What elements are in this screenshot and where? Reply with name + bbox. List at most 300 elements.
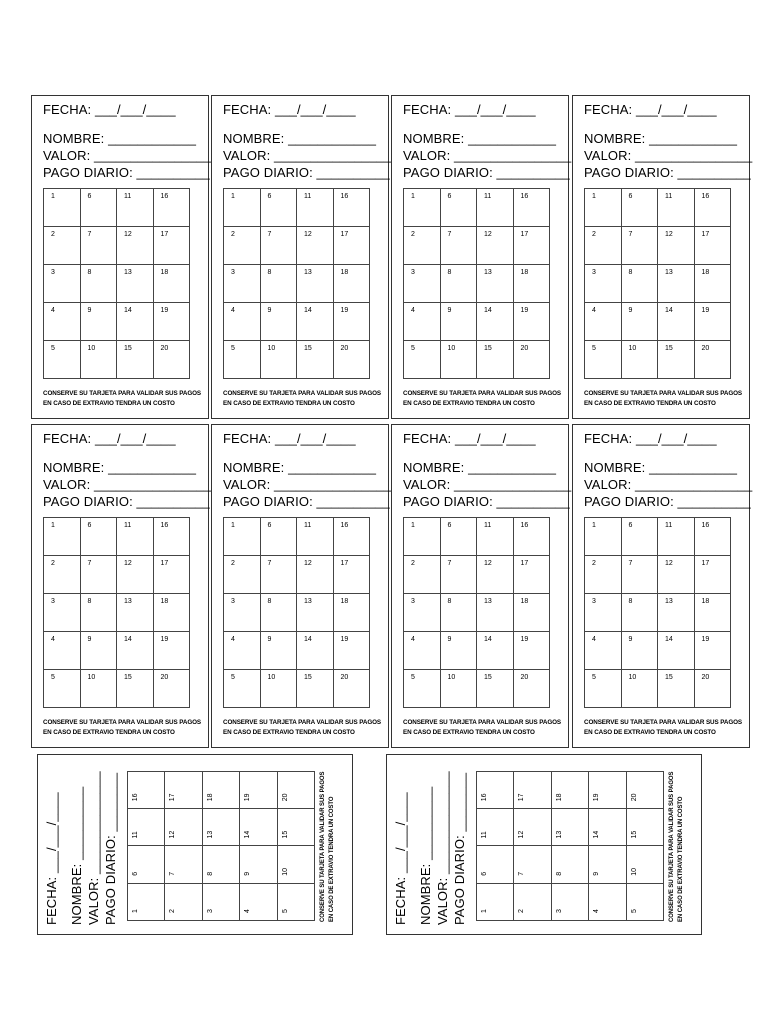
grid-cell: 16 (513, 518, 550, 556)
payment-card-rotated (386, 754, 702, 935)
valor-field: VALOR: ________________ (584, 477, 753, 492)
grid-row (44, 594, 190, 632)
grid-row (404, 556, 550, 594)
grid-cell: 5 (277, 883, 314, 920)
grid-row (224, 518, 370, 556)
grid-cell: 1 (44, 189, 81, 227)
grid-cell: 5 (224, 341, 261, 379)
valor-field: VALOR: ______________ (435, 771, 450, 925)
pago-diario-field: PAGO DIARIO: __________ (43, 165, 210, 180)
card-footer-line1: CONSERVE SU TARJETA PARA VALIDAR SUS PAGOS (223, 719, 382, 726)
nombre-field: NOMBRE: ____________ (223, 460, 377, 475)
grid-row (224, 303, 370, 341)
grid-cell: 1 (224, 189, 261, 227)
nombre-field: NOMBRE: ____________ (43, 131, 197, 146)
card-footer-line1: CONSERVE SU TARJETA PARA VALIDAR SUS PAGOS (43, 719, 202, 726)
card-footer-line1: CONSERVE SU TARJETA PARA VALIDAR SUS PAGOS (584, 719, 743, 726)
grid-row (224, 670, 370, 708)
grid-cell: 20 (626, 772, 663, 809)
fecha-field: FECHA: ___/___/____ (223, 431, 356, 446)
grid-cell: 3 (404, 594, 441, 632)
grid-cell: 2 (224, 227, 261, 265)
grid-cell: 4 (589, 883, 626, 920)
grid-cell: 3 (551, 883, 588, 920)
grid-cell: 14 (658, 303, 695, 341)
grid-cell: 14 (589, 809, 626, 846)
card-footer-line1: CONSERVE SU TARJETA PARA VALIDAR SUS PAGOS (320, 771, 326, 922)
grid-row (224, 265, 370, 303)
fecha-field: FECHA: ___/___/____ (393, 792, 408, 925)
grid-cell: 1 (477, 883, 514, 920)
grid-cell: 20 (333, 341, 370, 379)
card-footer-line2: EN CASO DE EXTRAVIO TENDRA UN COSTO (584, 729, 716, 736)
grid-cell: 2 (224, 556, 261, 594)
payment-grid (403, 517, 550, 708)
pago-diario-field: PAGO DIARIO: __________ (403, 165, 570, 180)
pago-diario-field: PAGO DIARIO: __________ (584, 165, 751, 180)
fecha-field: FECHA: ___/___/____ (403, 431, 536, 446)
grid-cell: 15 (297, 670, 334, 708)
grid-cell: 2 (44, 556, 81, 594)
grid-cell: 18 (333, 265, 370, 303)
fecha-field: FECHA: ___/___/____ (43, 102, 176, 117)
grid-cell: 2 (404, 556, 441, 594)
grid-cell: 17 (513, 556, 550, 594)
grid-cell: 2 (514, 883, 551, 920)
grid-cell: 10 (260, 341, 297, 379)
grid-row (585, 303, 731, 341)
grid-cell: 9 (440, 303, 477, 341)
card-footer-line1: CONSERVE SU TARJETA PARA VALIDAR SUS PAGOS (43, 390, 202, 397)
grid-cell: 6 (621, 189, 658, 227)
grid-cell: 18 (333, 594, 370, 632)
grid-row (44, 227, 190, 265)
card-footer-line2: EN CASO DE EXTRAVIO TENDRA UN COSTO (678, 796, 684, 922)
card-footer-line1: CONSERVE SU TARJETA PARA VALIDAR SUS PAGOS (584, 390, 743, 397)
valor-field: VALOR: ________________ (403, 148, 572, 163)
grid-cell: 3 (585, 265, 622, 303)
grid-row (404, 670, 550, 708)
grid-cell: 4 (404, 303, 441, 341)
rotated-footer (387, 755, 684, 936)
card-footer-line1: CONSERVE SU TARJETA PARA VALIDAR SUS PAGOS (403, 390, 562, 397)
fecha-field: FECHA: ___/___/____ (584, 431, 717, 446)
valor-field: VALOR: ________________ (43, 148, 212, 163)
grid-cell: 8 (80, 594, 117, 632)
grid-cell: 10 (277, 846, 314, 883)
grid-cell: 9 (260, 632, 297, 670)
grid-cell: 19 (589, 772, 626, 809)
grid-cell: 18 (551, 772, 588, 809)
grid-cell: 10 (621, 341, 658, 379)
grid-row (404, 594, 550, 632)
grid-row (44, 556, 190, 594)
payment-card (211, 95, 392, 419)
grid-row (224, 556, 370, 594)
grid-cell: 13 (117, 594, 154, 632)
pago-diario-field: PAGO DIARIO: ________ (452, 772, 467, 925)
card-footer-line2: EN CASO DE EXTRAVIO TENDRA UN COSTO (403, 729, 535, 736)
grid-cell: 5 (44, 341, 81, 379)
grid-cell: 13 (297, 265, 334, 303)
grid-cell: 20 (333, 670, 370, 708)
grid-cell: 15 (477, 341, 514, 379)
grid-row (44, 303, 190, 341)
grid-cell: 9 (440, 632, 477, 670)
grid-cell: 4 (224, 303, 261, 341)
grid-cell: 17 (153, 556, 190, 594)
grid-cell: 11 (117, 189, 154, 227)
grid-cell: 1 (44, 518, 81, 556)
grid-cell: 12 (117, 227, 154, 265)
grid-cell: 16 (513, 189, 550, 227)
grid-cell: 12 (117, 556, 154, 594)
grid-row (404, 265, 550, 303)
grid-cell: 13 (658, 265, 695, 303)
grid-cell: 1 (128, 883, 165, 920)
grid-row (585, 518, 731, 556)
grid-cell: 19 (694, 303, 731, 341)
grid-cell: 6 (260, 518, 297, 556)
grid-cell: 19 (333, 632, 370, 670)
grid-cell: 13 (551, 809, 588, 846)
valor-field: VALOR: ________________ (223, 148, 392, 163)
grid-cell: 2 (44, 227, 81, 265)
nombre-field: NOMBRE: ____________ (403, 460, 557, 475)
grid-cell: 18 (153, 265, 190, 303)
grid-cell: 15 (658, 341, 695, 379)
grid-cell: 11 (297, 189, 334, 227)
card-footer-line2: EN CASO DE EXTRAVIO TENDRA UN COSTO (223, 400, 355, 407)
grid-cell: 2 (585, 556, 622, 594)
grid-row (224, 594, 370, 632)
payment-card (572, 95, 753, 419)
nombre-field: NOMBRE: __________ (418, 786, 433, 925)
grid-cell: 12 (477, 556, 514, 594)
grid-row (585, 265, 731, 303)
pago-diario-field: PAGO DIARIO: __________ (403, 494, 570, 509)
grid-cell: 6 (440, 518, 477, 556)
grid-cell: 6 (80, 189, 117, 227)
grid-cell: 3 (44, 265, 81, 303)
grid-cell: 6 (128, 846, 165, 883)
grid-cell: 10 (80, 341, 117, 379)
grid-cell: 6 (260, 189, 297, 227)
grid-cell: 19 (153, 632, 190, 670)
pago-diario-field: PAGO DIARIO: ________ (103, 772, 118, 925)
payment-grid (223, 188, 370, 379)
grid-cell: 12 (165, 809, 202, 846)
grid-cell: 16 (333, 518, 370, 556)
grid-cell: 12 (297, 227, 334, 265)
grid-cell: 3 (224, 265, 261, 303)
grid-cell: 16 (333, 189, 370, 227)
grid-cell: 7 (260, 227, 297, 265)
grid-cell: 10 (440, 670, 477, 708)
grid-cell: 8 (260, 594, 297, 632)
payment-card (31, 424, 212, 748)
payment-card (211, 424, 392, 748)
fecha-field: FECHA: ___/___/____ (584, 102, 717, 117)
grid-cell: 14 (297, 303, 334, 341)
grid-cell: 6 (477, 846, 514, 883)
grid-cell: 18 (694, 594, 731, 632)
grid-cell: 9 (80, 303, 117, 341)
grid-cell: 13 (658, 594, 695, 632)
grid-cell: 2 (404, 227, 441, 265)
grid-cell: 4 (585, 303, 622, 341)
grid-row (44, 189, 190, 227)
card-footer-line2: EN CASO DE EXTRAVIO TENDRA UN COSTO (403, 400, 535, 407)
grid-cell: 6 (621, 518, 658, 556)
grid-cell: 5 (404, 670, 441, 708)
grid-cell: 11 (477, 189, 514, 227)
nombre-field: NOMBRE: ____________ (43, 460, 197, 475)
valor-field: VALOR: ________________ (223, 477, 392, 492)
grid-cell: 4 (404, 632, 441, 670)
grid-cell: 2 (585, 227, 622, 265)
grid-cell: 15 (297, 341, 334, 379)
grid-cell: 3 (44, 594, 81, 632)
grid-cell: 5 (626, 883, 663, 920)
grid-row (224, 341, 370, 379)
grid-cell: 12 (658, 556, 695, 594)
grid-cell: 7 (621, 227, 658, 265)
grid-cell: 4 (44, 632, 81, 670)
grid-cell: 12 (514, 809, 551, 846)
grid-cell: 13 (202, 809, 239, 846)
grid-row (44, 265, 190, 303)
grid-row (404, 632, 550, 670)
grid-cell: 20 (513, 341, 550, 379)
grid-cell: 11 (297, 518, 334, 556)
grid-cell: 12 (297, 556, 334, 594)
pago-diario-field: PAGO DIARIO: __________ (223, 494, 390, 509)
card-footer-line1: CONSERVE SU TARJETA PARA VALIDAR SUS PAGOS (669, 771, 675, 922)
grid-cell: 1 (585, 189, 622, 227)
nombre-field: NOMBRE: ____________ (223, 131, 377, 146)
grid-cell: 7 (80, 556, 117, 594)
grid-row (404, 518, 550, 556)
grid-cell: 16 (694, 189, 731, 227)
grid-cell: 19 (513, 303, 550, 341)
grid-row (585, 594, 731, 632)
grid-cell: 9 (80, 632, 117, 670)
grid-row (585, 189, 731, 227)
grid-cell: 7 (260, 556, 297, 594)
payment-grid (584, 188, 731, 379)
grid-row (404, 189, 550, 227)
grid-cell: 11 (128, 809, 165, 846)
valor-field: VALOR: ________________ (43, 477, 212, 492)
card-footer-line2: EN CASO DE EXTRAVIO TENDRA UN COSTO (584, 400, 716, 407)
grid-cell: 15 (277, 809, 314, 846)
grid-cell: 19 (333, 303, 370, 341)
grid-row (585, 670, 731, 708)
grid-cell: 9 (240, 846, 277, 883)
card-footer-line1: CONSERVE SU TARJETA PARA VALIDAR SUS PAGOS (223, 390, 382, 397)
grid-cell: 17 (694, 556, 731, 594)
grid-row (404, 227, 550, 265)
card-footer-line2: EN CASO DE EXTRAVIO TENDRA UN COSTO (329, 796, 335, 922)
card-footer-line2: EN CASO DE EXTRAVIO TENDRA UN COSTO (43, 729, 175, 736)
grid-cell: 4 (44, 303, 81, 341)
grid-cell: 1 (404, 518, 441, 556)
grid-row (404, 303, 550, 341)
grid-cell: 14 (477, 303, 514, 341)
grid-cell: 1 (224, 518, 261, 556)
grid-cell: 7 (440, 556, 477, 594)
grid-cell: 17 (514, 772, 551, 809)
grid-cell: 1 (585, 518, 622, 556)
grid-cell: 7 (440, 227, 477, 265)
fecha-field: FECHA: ___/___/____ (43, 431, 176, 446)
grid-cell: 20 (277, 772, 314, 809)
grid-cell: 9 (260, 303, 297, 341)
grid-cell: 10 (80, 670, 117, 708)
grid-cell: 7 (621, 556, 658, 594)
payment-grid (403, 188, 550, 379)
grid-cell: 10 (621, 670, 658, 708)
grid-cell: 18 (202, 772, 239, 809)
grid-cell: 10 (626, 846, 663, 883)
grid-cell: 10 (260, 670, 297, 708)
grid-cell: 5 (44, 670, 81, 708)
fecha-field: FECHA: ___/___/____ (403, 102, 536, 117)
payment-card (572, 424, 753, 748)
grid-row (44, 632, 190, 670)
grid-cell: 20 (694, 670, 731, 708)
grid-cell: 13 (117, 265, 154, 303)
rotated-footer (38, 755, 335, 936)
grid-cell: 13 (477, 265, 514, 303)
grid-cell: 17 (333, 556, 370, 594)
grid-cell: 16 (153, 518, 190, 556)
grid-cell: 9 (621, 303, 658, 341)
grid-cell: 18 (513, 594, 550, 632)
grid-cell: 4 (240, 883, 277, 920)
grid-cell: 8 (202, 846, 239, 883)
grid-cell: 14 (658, 632, 695, 670)
card-footer-line2: EN CASO DE EXTRAVIO TENDRA UN COSTO (223, 729, 355, 736)
pago-diario-field: PAGO DIARIO: __________ (223, 165, 390, 180)
nombre-field: NOMBRE: ____________ (403, 131, 557, 146)
grid-cell: 15 (477, 670, 514, 708)
grid-cell: 10 (440, 341, 477, 379)
grid-cell: 17 (165, 772, 202, 809)
nombre-field: NOMBRE: ____________ (584, 131, 738, 146)
grid-row (585, 556, 731, 594)
grid-cell: 16 (477, 772, 514, 809)
fecha-field: FECHA: ___/___/____ (44, 792, 59, 925)
valor-field: VALOR: ________________ (403, 477, 572, 492)
grid-row (44, 670, 190, 708)
grid-cell: 3 (202, 883, 239, 920)
grid-cell: 5 (224, 670, 261, 708)
grid-row (585, 227, 731, 265)
grid-row (224, 189, 370, 227)
grid-cell: 7 (165, 846, 202, 883)
payment-grid (43, 517, 190, 708)
payment-grid (584, 517, 731, 708)
grid-cell: 5 (585, 341, 622, 379)
grid-cell: 3 (404, 265, 441, 303)
grid-cell: 11 (477, 809, 514, 846)
grid-cell: 8 (551, 846, 588, 883)
grid-cell: 11 (477, 518, 514, 556)
grid-row (585, 632, 731, 670)
grid-cell: 9 (621, 632, 658, 670)
grid-cell: 3 (585, 594, 622, 632)
grid-cell: 17 (153, 227, 190, 265)
grid-cell: 3 (224, 594, 261, 632)
grid-cell: 16 (153, 189, 190, 227)
grid-cell: 18 (513, 265, 550, 303)
grid-cell: 1 (404, 189, 441, 227)
grid-cell: 13 (297, 594, 334, 632)
grid-row (44, 341, 190, 379)
grid-cell: 7 (80, 227, 117, 265)
grid-cell: 18 (153, 594, 190, 632)
pago-diario-field: PAGO DIARIO: __________ (584, 494, 751, 509)
fecha-field: FECHA: ___/___/____ (223, 102, 356, 117)
grid-cell: 4 (585, 632, 622, 670)
grid-cell: 18 (694, 265, 731, 303)
grid-cell: 8 (440, 594, 477, 632)
grid-cell: 12 (477, 227, 514, 265)
grid-cell: 20 (153, 341, 190, 379)
grid-row (224, 632, 370, 670)
valor-field: VALOR: ________________ (584, 148, 753, 163)
grid-cell: 11 (658, 189, 695, 227)
grid-cell: 8 (440, 265, 477, 303)
grid-cell: 15 (117, 670, 154, 708)
grid-cell: 6 (440, 189, 477, 227)
card-footer-line2: EN CASO DE EXTRAVIO TENDRA UN COSTO (43, 400, 175, 407)
grid-cell: 15 (658, 670, 695, 708)
grid-row (404, 341, 550, 379)
grid-cell: 15 (117, 341, 154, 379)
nombre-field: NOMBRE: ____________ (584, 460, 738, 475)
valor-field: VALOR: ______________ (86, 771, 101, 925)
grid-cell: 20 (513, 670, 550, 708)
grid-cell: 19 (513, 632, 550, 670)
grid-cell: 4 (224, 632, 261, 670)
grid-cell: 11 (117, 518, 154, 556)
grid-cell: 14 (240, 809, 277, 846)
grid-cell: 14 (297, 632, 334, 670)
grid-cell: 2 (165, 883, 202, 920)
grid-cell: 20 (153, 670, 190, 708)
grid-cell: 8 (80, 265, 117, 303)
grid-cell: 5 (404, 341, 441, 379)
grid-cell: 17 (333, 227, 370, 265)
grid-cell: 16 (694, 518, 731, 556)
grid-cell: 14 (117, 303, 154, 341)
grid-cell: 17 (513, 227, 550, 265)
grid-cell: 19 (694, 632, 731, 670)
grid-cell: 19 (153, 303, 190, 341)
grid-cell: 5 (585, 670, 622, 708)
grid-row (585, 341, 731, 379)
grid-cell: 6 (80, 518, 117, 556)
payment-grid (43, 188, 190, 379)
grid-cell: 19 (240, 772, 277, 809)
card-footer-line1: CONSERVE SU TARJETA PARA VALIDAR SUS PAGOS (403, 719, 562, 726)
payment-card (391, 95, 572, 419)
payment-card-rotated (37, 754, 353, 935)
payment-card (31, 95, 212, 419)
